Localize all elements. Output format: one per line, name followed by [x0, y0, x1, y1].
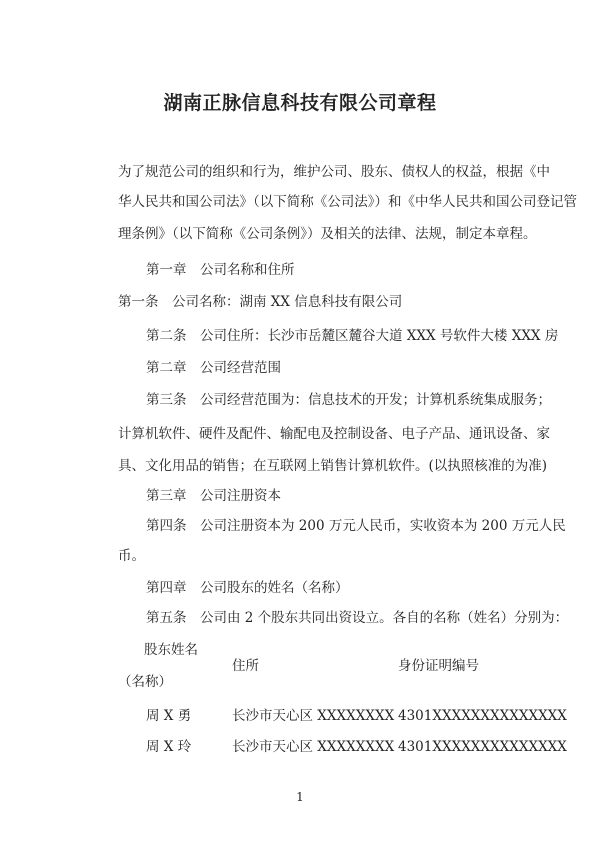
table-row-2-address: 长沙市天心区 XXXXXXXX	[232, 739, 395, 755]
table-row-1-address: 长沙市天心区 XXXXXXXX	[232, 708, 395, 724]
intro-line-2: 华人民共和国公司法》（以下简称《公司法》）和《中华人民共和国公司登记管	[118, 194, 577, 210]
intro-line-3: 理条例》（以下简称《公司条例》）及相关的法律、法规，制定本章程。	[118, 226, 537, 242]
chapter-1-heading: 第一章 公司名称和住所	[146, 262, 295, 278]
article-3-line-3: 具、文化用品的销售；在互联网上销售计算机软件。(以执照核准的为准)	[118, 458, 548, 474]
table-row-2-name: 周 X 玲	[146, 739, 192, 755]
article-3-line-1: 第三条 公司经营范围为：信息技术的开发；计算机系统集成服务；	[146, 392, 551, 408]
table-header-name-line-1: 股东姓名	[144, 642, 198, 658]
article-5: 第五条 公司由 2 个股东共同出资设立。各自的名称（姓名）分别为：	[146, 610, 569, 626]
article-1: 第一条 公司名称：湖南 XX 信息科技有限公司	[118, 294, 403, 310]
article-4-line-2: 币。	[118, 548, 145, 564]
article-3-line-2: 计算机软件、硬件及配件、输配电及控制设备、电子产品、通讯设备、家	[118, 426, 550, 442]
table-row-1-id: 4301XXXXXXXXXXXXXX	[398, 708, 567, 724]
article-4-line-1: 第四条 公司注册资本为 200 万元人民币，实收资本为 200 万元人民	[146, 518, 566, 534]
article-2: 第二条 公司住所：长沙市岳麓区麓谷大道 XXX 号软件大楼 XXX 房	[146, 328, 559, 344]
table-header-id: 身份证明编号	[398, 658, 479, 674]
page-number: 1	[296, 790, 304, 804]
table-header-address: 住所	[232, 658, 259, 674]
intro-line-1: 为了规范公司的组织和行为，维护公司、股东、债权人的权益，根据《中	[118, 164, 550, 180]
table-header-name-line-2: （名称）	[118, 674, 172, 690]
chapter-2-heading: 第二章 公司经营范围	[146, 360, 281, 376]
table-row-2-id: 4301XXXXXXXXXXXXXX	[398, 739, 567, 755]
chapter-4-heading: 第四章 公司股东的姓名（名称）	[146, 580, 349, 596]
document-title: 湖南正脉信息科技有限公司章程	[163, 92, 437, 114]
table-row-1-name: 周 X 勇	[146, 708, 192, 724]
chapter-3-heading: 第三章 公司注册资本	[146, 488, 281, 504]
